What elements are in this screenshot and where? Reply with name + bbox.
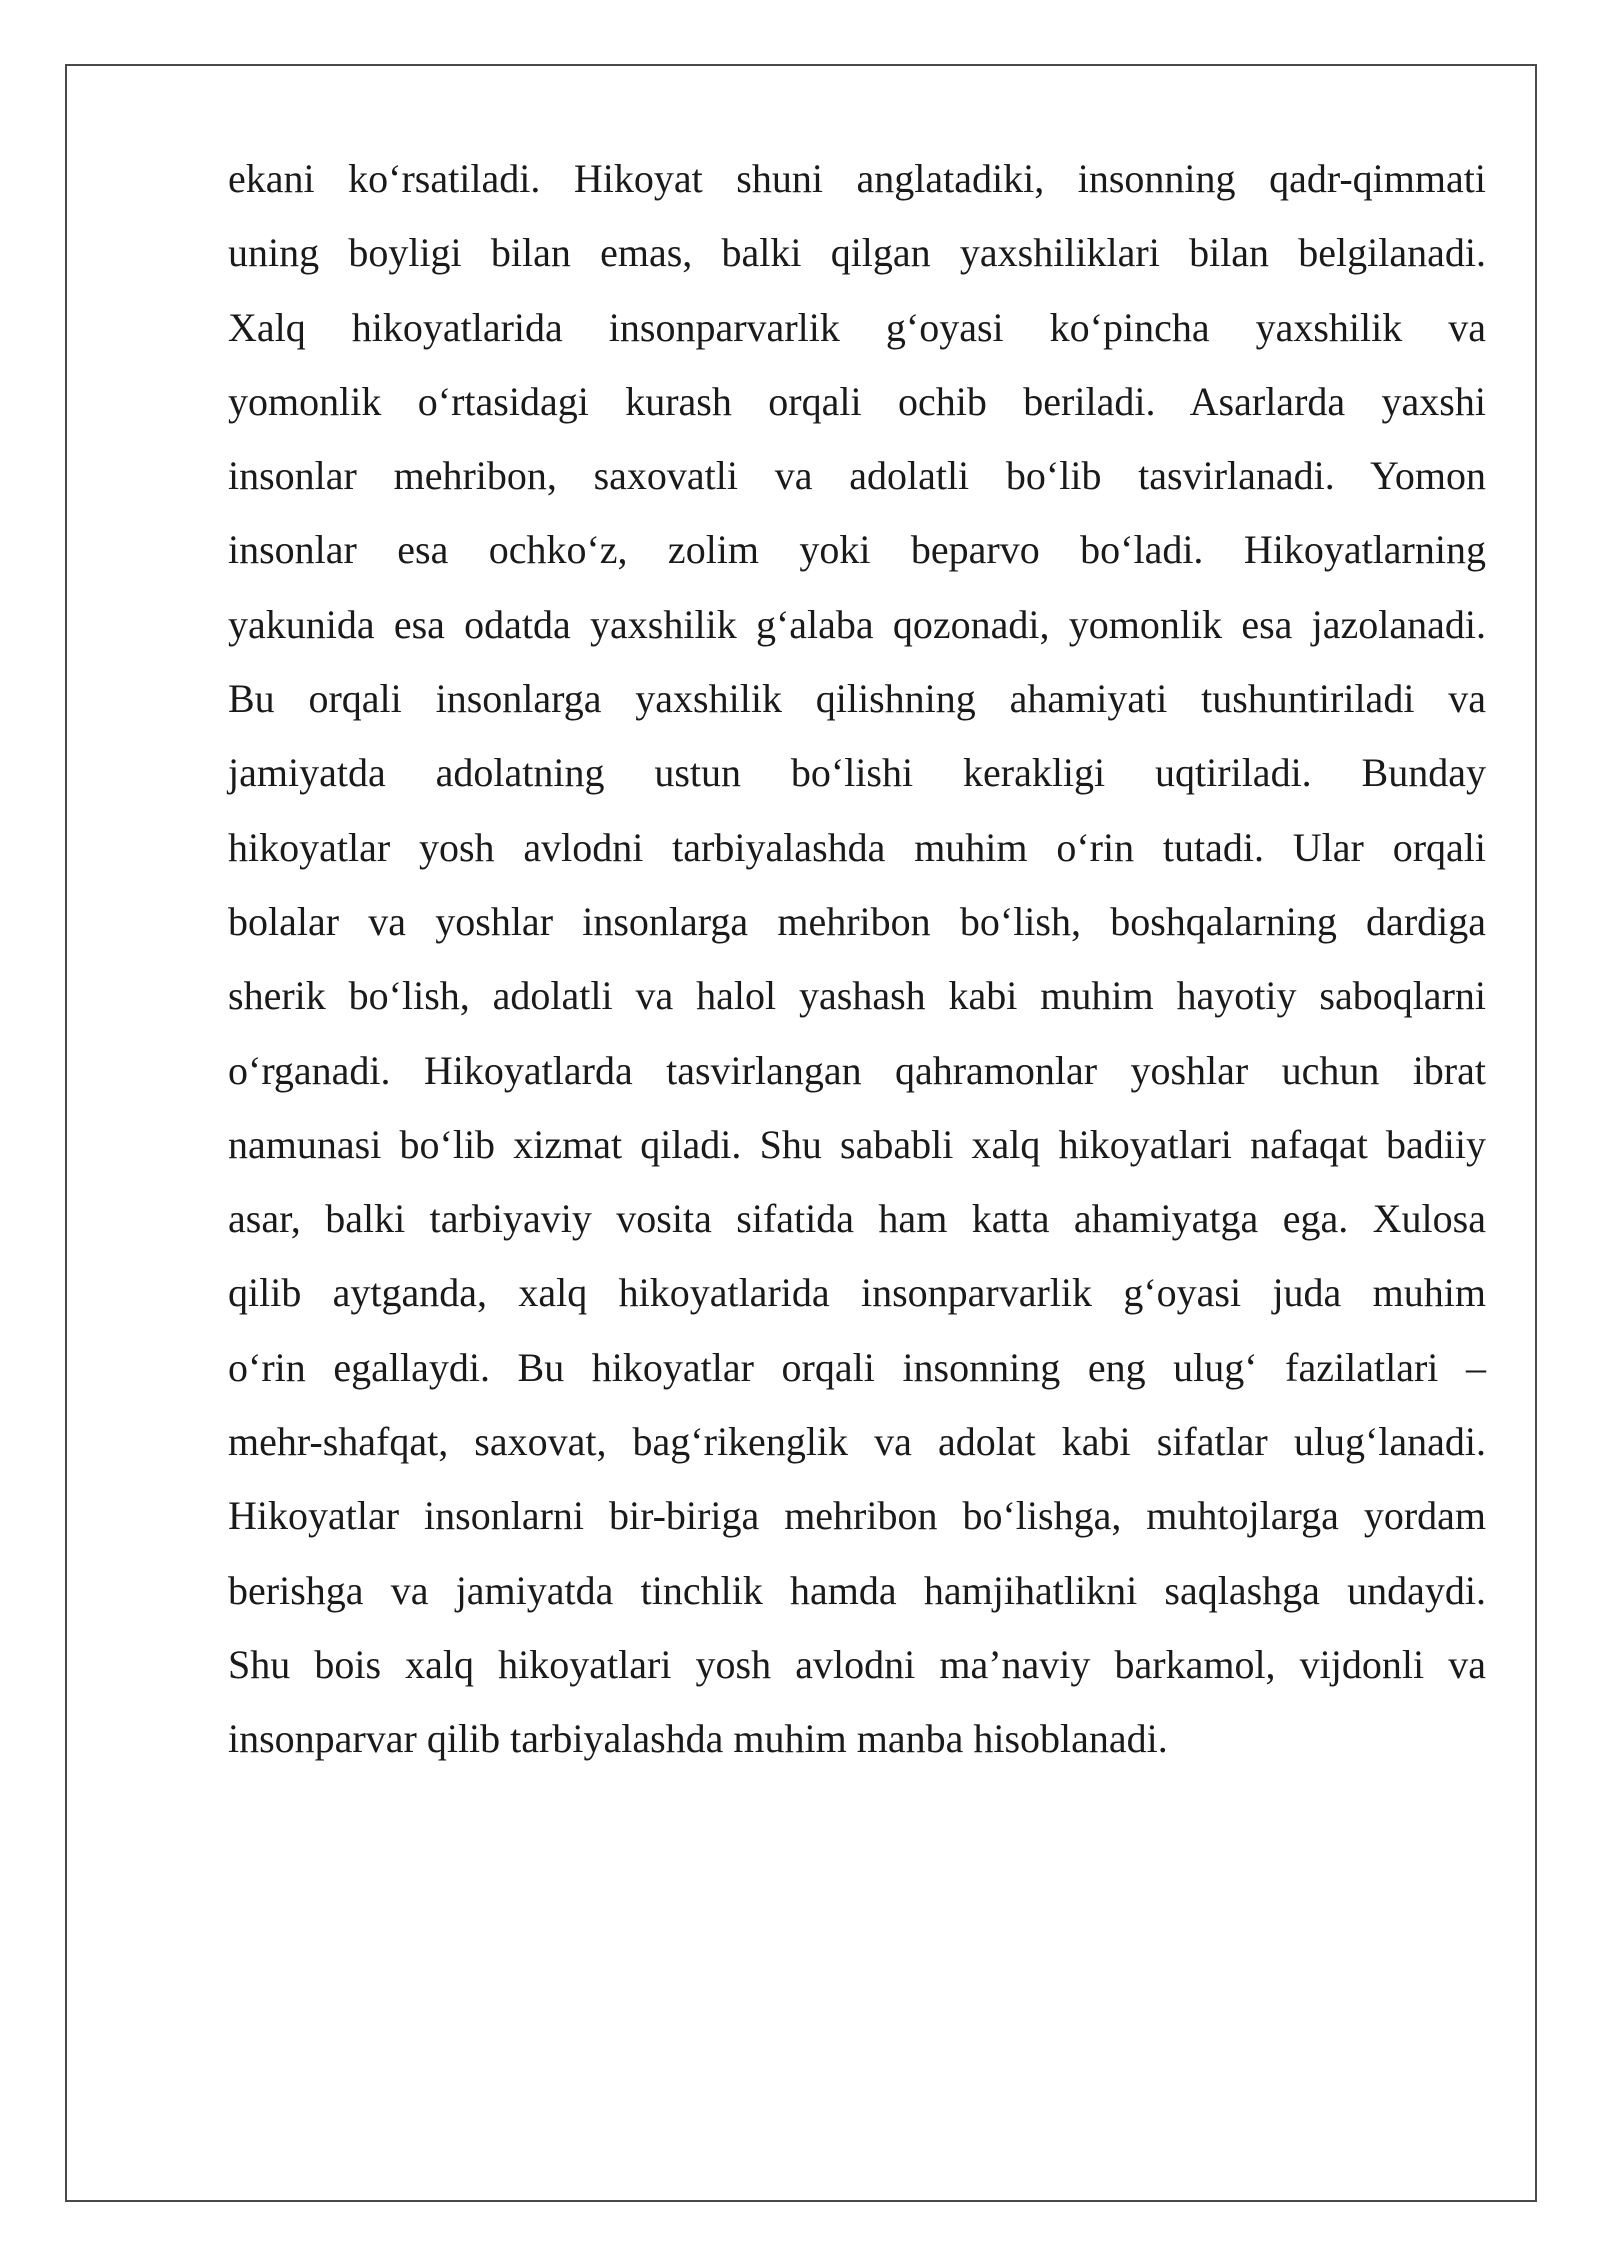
text-line: o‘rin egallaydi. Bu hikoyatlar orqali insonning eng ulug‘ fazilatlari –: [228, 1344, 1486, 1390]
text-line: asar, balki tarbiyaviy vosita sifatida ham katta ahamiyatga ega. Xulosa: [228, 1196, 1486, 1242]
text-line: mehr-shafqat, saxovat, bag‘rikenglik va adolat kabi sifatlar ulug‘lanadi.: [228, 1419, 1486, 1465]
text-line-last: insonparvar qilib tarbiyalashda muhim manba hisoblanadi.: [228, 1716, 1168, 1762]
text-line: Xalq hikoyatlarida insonparvarlik g‘oyasi ko‘pincha yaxshilik va: [228, 304, 1486, 350]
text-line: insonlar mehribon, saxovatli va adolatli bo‘lib tasvirlanadi. Yomon: [228, 453, 1486, 499]
text-line: ekani ko‘rsatiladi. Hikoyat shuni anglatadiki, insonning qadr-qimmati: [228, 156, 1486, 201]
document-body-paragraph: [228, 142, 1486, 1777]
text-line: Hikoyatlar insonlarni bir-biriga mehribon bo‘lishga, muhtojlarga yordam: [228, 1493, 1486, 1539]
text-line: Bu orqali insonlarga yaxshilik qilishning ahamiyati tushuntiriladi va: [228, 676, 1486, 722]
text-line: o‘rganadi. Hikoyatlarda tasvirlangan qahramonlar yoshlar uchun ibrat: [228, 1047, 1486, 1093]
text-line: insonlar esa ochko‘z, zolim yoki beparvo bo‘ladi. Hikoyatlarning: [228, 527, 1486, 573]
text-line: berishga va jamiyatda tinchlik hamda hamjihatlikni saqlashga undaydi.: [228, 1567, 1486, 1613]
text-line: jamiyatda adolatning ustun bo‘lishi kerakligi uqtiriladi. Bunday: [228, 750, 1486, 796]
text-line: qilib aytganda, xalq hikoyatlarida insonparvarlik g‘oyasi juda muhim: [228, 1270, 1486, 1316]
text-line: yakunida esa odatda yaxshilik g‘alaba qozonadi, yomonlik esa jazolanadi.: [228, 601, 1486, 647]
text-line: bolalar va yoshlar insonlarga mehribon bo‘lish, boshqalarning dardiga: [228, 898, 1486, 944]
text-line: hikoyatlar yosh avlodni tarbiyalashda muhim o‘rin tutadi. Ular orqali: [228, 824, 1486, 870]
text-line: uning boyligi bilan emas, balki qilgan yaxshiliklari bilan belgilanadi.: [228, 230, 1486, 276]
text-line: sherik bo‘lish, adolatli va halol yashash kabi muhim hayotiy saboqlarni: [228, 973, 1486, 1019]
text-line: yomonlik o‘rtasidagi kurash orqali ochib beriladi. Asarlarda yaxshi: [228, 378, 1486, 424]
text-line: Shu bois xalq hikoyatlari yosh avlodni ma’naviy barkamol, vijdonli va: [228, 1641, 1486, 1687]
text-line: namunasi bo‘lib xizmat qiladi. Shu sababli xalq hikoyatlari nafaqat badiiy: [228, 1121, 1486, 1167]
